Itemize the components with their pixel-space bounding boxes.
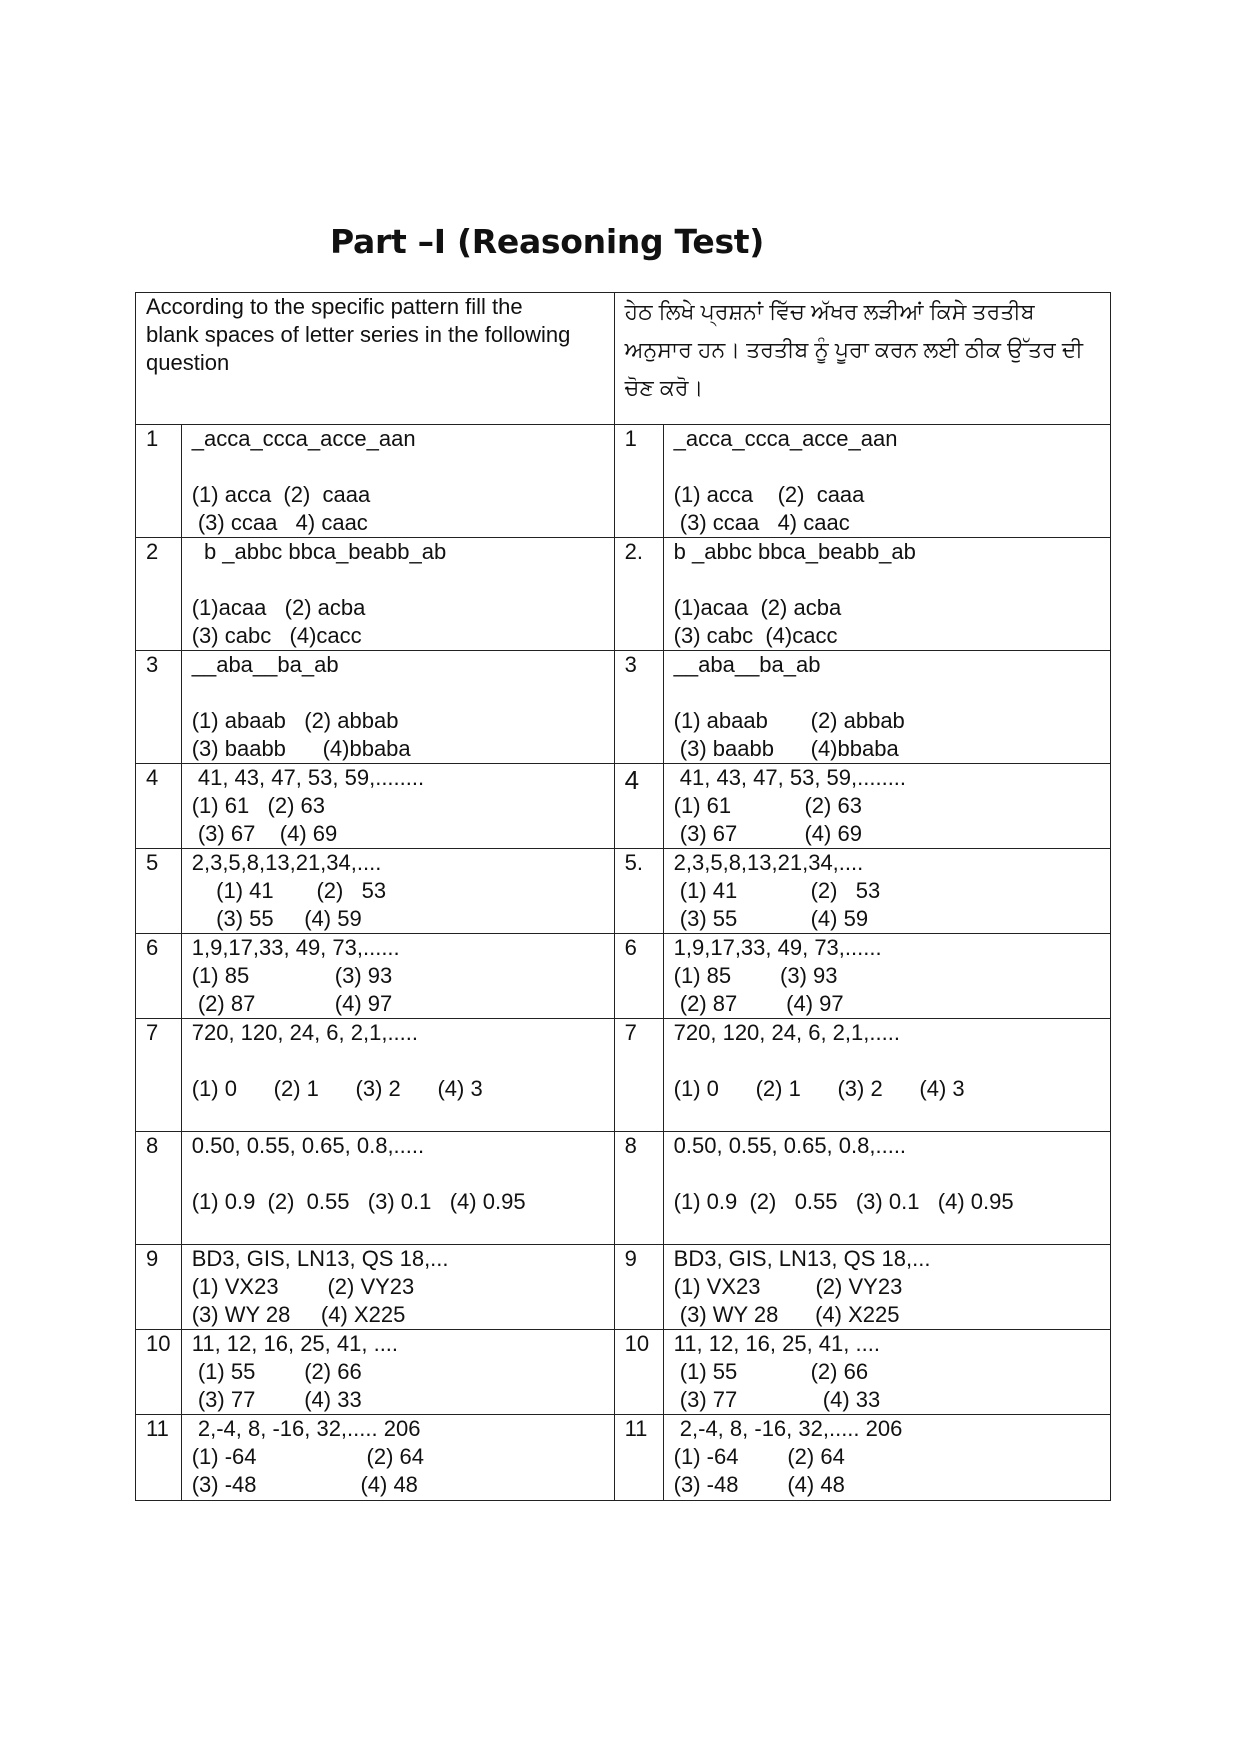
question-cell [663,849,1110,934]
question-text: 2,-4, 8, -16, 32,..... 206 [673,1416,903,1441]
question-cell [181,849,614,934]
options-line-2: (3) -48 (4) 48 [673,1472,845,1497]
options-line-2: (2) 87 (4) 97 [673,991,844,1016]
question-text: b _abbc bbca_beabb_ab [191,539,447,564]
question-text: _acca_ccca_acce_aan [673,426,898,451]
question-cell [663,1132,1110,1245]
options-line-1: (1) 85 (3) 93 [191,963,393,988]
question-number: 2. [614,538,663,651]
question-text: __aba__ba_ab [673,652,821,677]
options-line-2: (3) ccaa 4) caac [673,510,850,535]
question-text: 720, 120, 24, 6, 2,1,..... [673,1020,900,1045]
question-text: 0.50, 0.55, 0.65, 0.8,..... [191,1133,425,1158]
options-line-2: (3) 55 (4) 59 [191,906,362,931]
question-number: 11 [136,1415,182,1501]
options-line-2: (3) 67 (4) 69 [191,821,338,846]
page-title: Part –I (Reasoning Test) [330,222,765,261]
options-line-2: (3) 67 (4) 69 [673,821,862,846]
options-line-1: (1) 0.9 (2) 0.55 (3) 0.1 (4) 0.95 [673,1189,1014,1214]
options-line-2: (3) WY 28 (4) X225 [673,1302,900,1327]
question-number: 3 [614,651,663,764]
options-line-2: (2) 87 (4) 97 [191,991,393,1016]
question-text: 0.50, 0.55, 0.65, 0.8,..... [673,1133,907,1158]
spacer [192,1160,604,1188]
question-number: 9 [614,1245,663,1330]
options-line-2: (3) 77 (4) 33 [191,1387,362,1412]
question-text: 11, 12, 16, 25, 41, .... [673,1331,880,1356]
question-text: 2,3,5,8,13,21,34,.... [673,850,864,875]
question-row [136,1330,1111,1415]
question-cell [181,1415,614,1501]
question-cell [663,1415,1110,1501]
instructions-punjabi: ਹੇਠ ਲਿਖੇ ਪ੍ਰਸ਼ਨਾਂ ਵਿੱਚ ਅੱਖਰ ਲੜੀਆਂ ਕਿਸੇ ਤਰਤੀਬ ਅਨੁਸਾਰ ਹਨ। ਤਰਤੀਬ ਨੂੰ ਪੂਰਾ ਕਰਨ ਲਈ ਠੀਕ ਉੱਤਰ ਦੀ ਚੋਣ ਕਰੋ। [614,293,1110,425]
question-number: 8 [136,1132,182,1245]
question-cell [663,764,1110,849]
spacer [674,679,1100,707]
question-cell [663,538,1110,651]
spacer [674,1160,1100,1188]
question-text: 1,9,17,33, 49, 73,...... [191,935,400,960]
question-text: 41, 43, 47, 53, 59,........ [191,765,425,790]
options-line-1: (1)acaa (2) acba [673,595,842,620]
question-number: 11 [614,1415,663,1501]
question-cell [181,1330,614,1415]
question-row [136,764,1111,849]
question-row [136,934,1111,1019]
question-cell [181,1132,614,1245]
options-line-1: (1) 41 (2) 53 [673,878,881,903]
question-cell [181,1019,614,1132]
options-line-1: (1) 0.9 (2) 0.55 (3) 0.1 (4) 0.95 [191,1189,526,1214]
question-text: 1,9,17,33, 49, 73,...... [673,935,882,960]
options-line-1: (1) -64 (2) 64 [673,1444,845,1469]
options-line-1: (1) abaab (2) abbab [673,708,905,733]
options-line-1: (1) abaab (2) abbab [191,708,399,733]
options-line-2: (3) -48 (4) 48 [191,1472,418,1497]
question-cell [181,934,614,1019]
question-cell [181,764,614,849]
options-line-1: (1) acca (2) caaa [673,482,865,507]
question-cell [663,425,1110,538]
question-text: _acca_ccca_acce_aan [191,426,416,451]
instructions-english: According to the specific pattern fill the blank spaces of letter series in the following question [136,293,615,425]
spacer [192,566,604,594]
options-line-2: (3) 55 (4) 59 [673,906,869,931]
question-number: 8 [614,1132,663,1245]
question-text: 2,3,5,8,13,21,34,.... [191,850,382,875]
spacer [674,453,1100,481]
question-cell [181,538,614,651]
spacer [192,453,604,481]
question-cell [663,934,1110,1019]
question-number: 3 [136,651,182,764]
options-line-2: (3) ccaa 4) caac [191,510,368,535]
question-text: 11, 12, 16, 25, 41, .... [191,1331,399,1356]
question-row [136,651,1111,764]
question-cell [663,1245,1110,1330]
options-line-2: (3) cabc (4)cacc [191,623,362,648]
options-line-1: (1) 85 (3) 93 [673,963,838,988]
options-line-1: (1) VX23 (2) VY23 [191,1274,415,1299]
spacer [192,679,604,707]
question-number: 10 [614,1330,663,1415]
question-text: __aba__ba_ab [191,652,339,677]
options-line-1: (1) acca (2) caaa [191,482,371,507]
question-cell [181,425,614,538]
question-row [136,1132,1111,1245]
question-number: 7 [614,1019,663,1132]
options-line-1: (1) 0 (2) 1 (3) 2 (4) 3 [191,1076,483,1101]
options-line-2: (3) 77 (4) 33 [673,1387,881,1412]
question-text: 41, 43, 47, 53, 59,........ [673,765,907,790]
question-number: 5 [136,849,182,934]
options-line-1: (1) 61 (2) 63 [673,793,862,818]
question-cell [181,651,614,764]
question-number: 9 [136,1245,182,1330]
question-number: 4 [614,764,663,849]
question-text: b _abbc bbca_beabb_ab [673,539,916,564]
options-line-1: (1) 0 (2) 1 (3) 2 (4) 3 [673,1076,965,1101]
question-number: 2 [136,538,182,651]
question-number: 10 [136,1330,182,1415]
options-line-1: (1) -64 (2) 64 [191,1444,425,1469]
question-row [136,1019,1111,1132]
spacer [674,566,1100,594]
options-line-2: (3) baabb (4)bbaba [191,736,411,761]
question-number: 1 [614,425,663,538]
question-row [136,538,1111,651]
options-line-1: (1) VX23 (2) VY23 [673,1274,903,1299]
question-text: 720, 120, 24, 6, 2,1,..... [191,1020,419,1045]
options-line-2: (3) baabb (4)bbaba [673,736,899,761]
question-cell [663,1019,1110,1132]
options-line-1: (1) 55 (2) 66 [673,1359,869,1384]
instructions-row [136,293,1111,425]
question-row [136,425,1111,538]
question-number: 4 [136,764,182,849]
question-text: BD3, GIS, LN13, QS 18,... [191,1246,449,1271]
options-line-1: (1)acaa (2) acba [191,595,366,620]
question-number: 6 [136,934,182,1019]
question-text: BD3, GIS, LN13, QS 18,... [673,1246,931,1271]
spacer [674,1047,1100,1075]
options-line-1: (1) 41 (2) 53 [191,878,387,903]
options-line-1: (1) 61 (2) 63 [191,793,326,818]
question-number: 7 [136,1019,182,1132]
options-line-1: (1) 55 (2) 66 [191,1359,362,1384]
question-number: 5. [614,849,663,934]
question-row [136,1415,1111,1501]
options-line-2: (3) WY 28 (4) X225 [191,1302,406,1327]
question-table [135,292,1111,1501]
question-number: 1 [136,425,182,538]
question-number: 6 [614,934,663,1019]
spacer [192,1047,604,1075]
options-line-2: (3) cabc (4)cacc [673,623,838,648]
question-row [136,849,1111,934]
question-cell [663,651,1110,764]
question-cell [181,1245,614,1330]
question-text: 2,-4, 8, -16, 32,..... 206 [191,1416,421,1441]
question-row [136,1245,1111,1330]
question-cell [663,1330,1110,1415]
